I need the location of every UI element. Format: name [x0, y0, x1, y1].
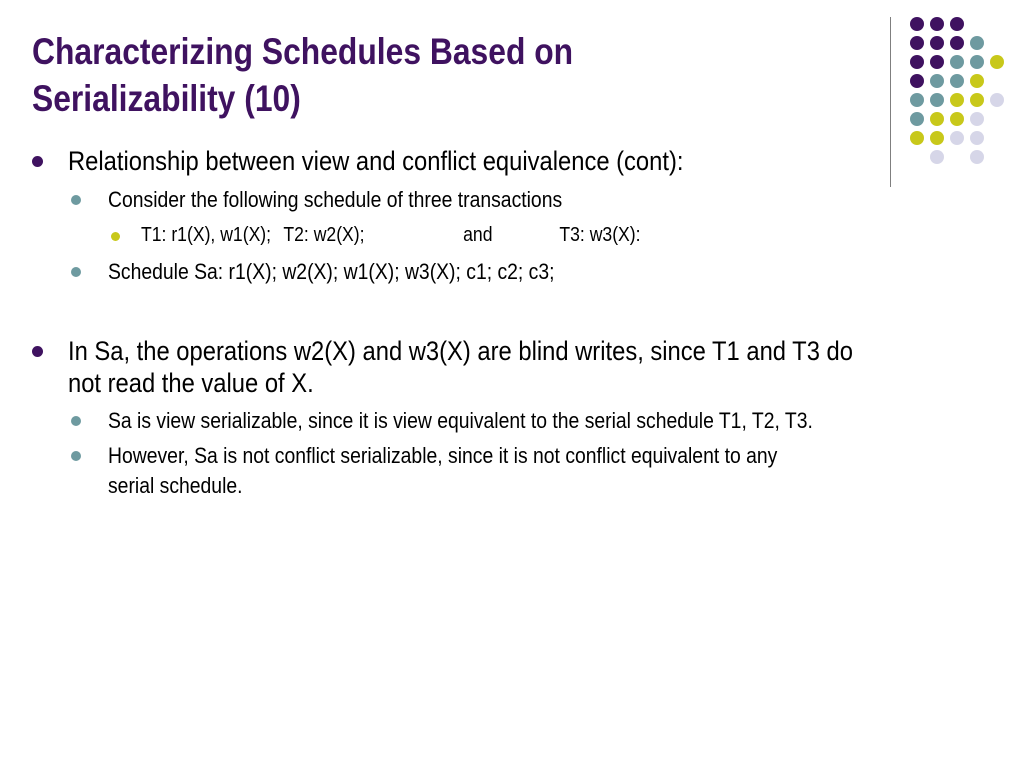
transaction-t3: T3: w3(X):: [559, 224, 641, 246]
transaction-t2: T2: w2(X);: [283, 224, 365, 246]
bullet-not-conflict-line1: However, Sa is not conflict serializable, since it is not conflict equivalent to any: [108, 443, 778, 468]
bullet-level1-icon: [32, 156, 43, 167]
transaction-and: and: [463, 224, 493, 246]
bullet-level2-icon: [71, 195, 81, 205]
transaction-t1: T1: r1(X), w1(X);: [141, 224, 272, 246]
bullet-consider-schedule: Consider the following schedule of three transactions: [108, 187, 563, 212]
bullet-view-serializable: Sa is view serializable, since it is view equivalent to the serial schedule T1, T2, T3.: [108, 408, 813, 433]
bullet-level1-icon: [32, 346, 43, 357]
bullet-blind-writes-line1: In Sa, the operations w2(X) and w3(X) are blind writes, since T1 and T3 do: [68, 336, 853, 366]
bullet-schedule-sa: Schedule Sa: r1(X); w2(X); w1(X); w3(X); c1; c2; c3;: [108, 259, 555, 284]
bullet-level2-icon: [71, 416, 81, 426]
bullet-blind-writes-line2: not read the value of X.: [68, 368, 314, 398]
transactions-line: [141, 222, 641, 248]
bullet-level2-icon: [71, 451, 81, 461]
bullet-level2-icon: [71, 267, 81, 277]
slide-title: Characterizing Schedules Based on Serializability (10): [32, 31, 574, 119]
bullet-relationship: Relationship between view and conflict equivalence (cont):: [68, 146, 684, 176]
bullet-level3-icon: [111, 232, 120, 241]
bullet-not-conflict-line2: serial schedule.: [108, 473, 243, 498]
